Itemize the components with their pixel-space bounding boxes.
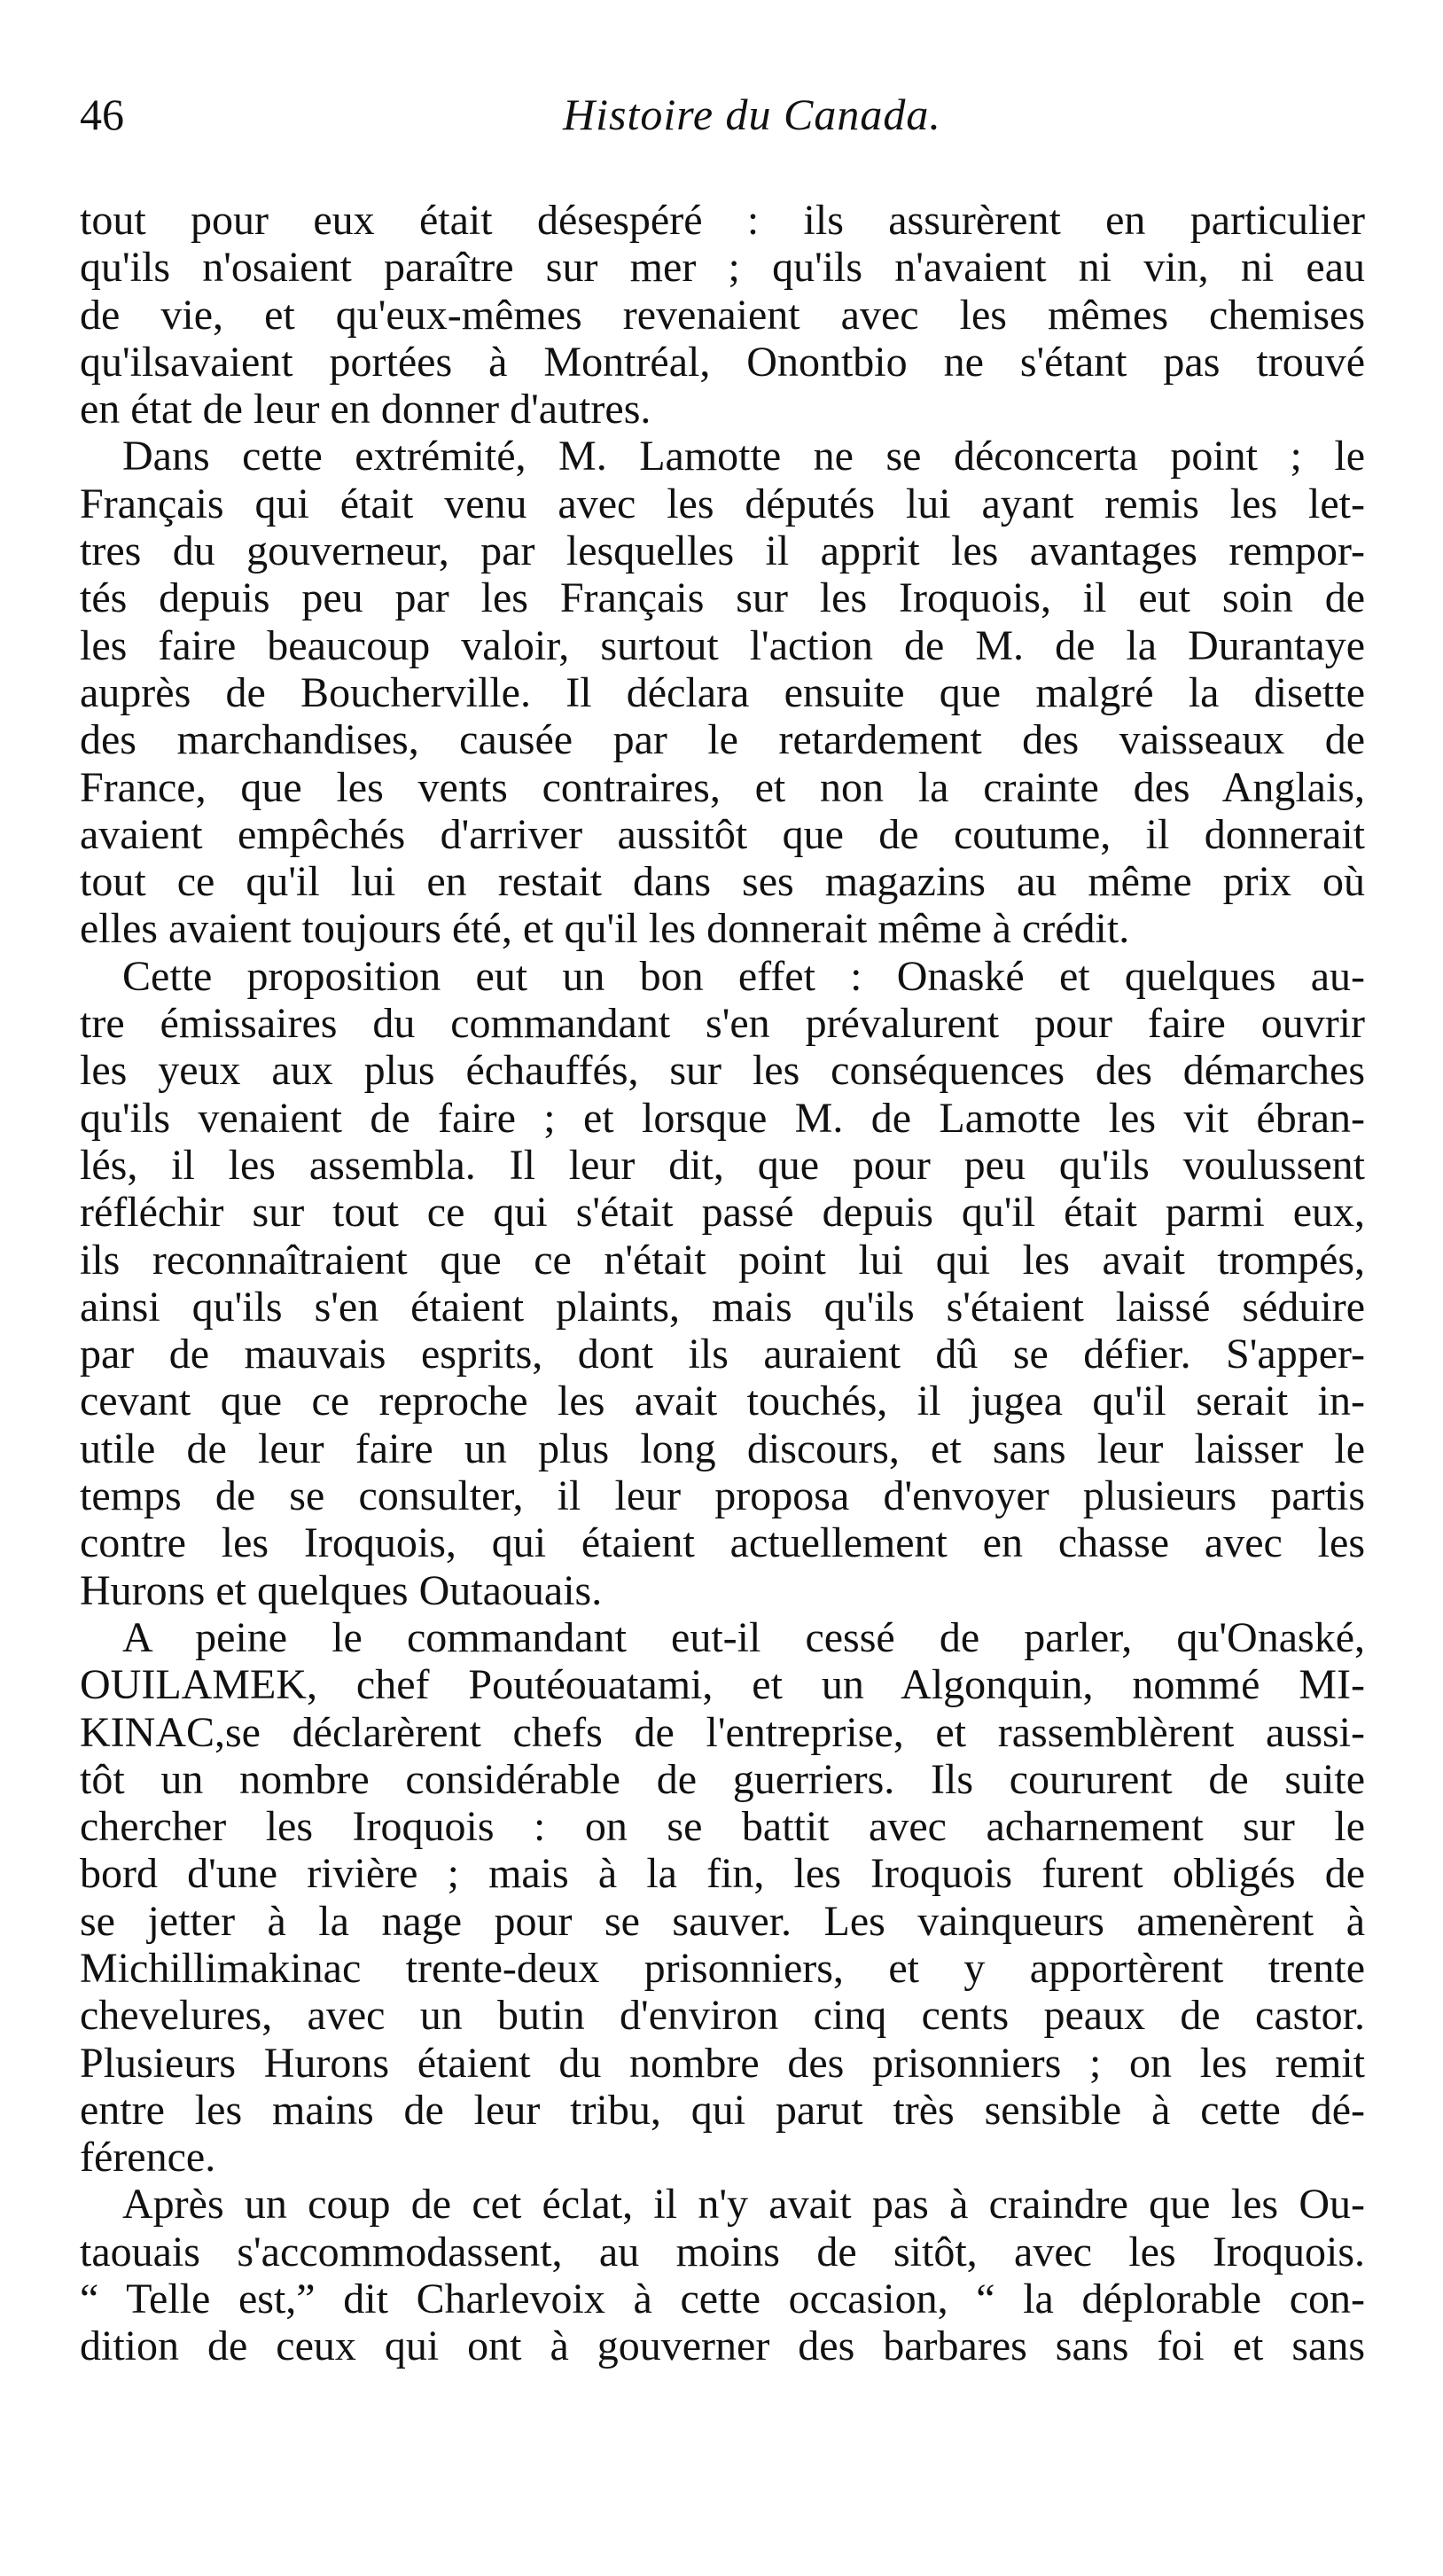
text-line: férence. [80,2134,216,2182]
text-line: Dans cette extrémité, M. Lamotte ne se déconcerta point ; le [122,433,1365,480]
text-line: taouais s'accommodassent, au moins de sitôt, avec les Iroquois. [80,2228,1365,2275]
text-line: ils reconnaîtraient que ce n'était point lui qui les avait trompés, [80,1236,1365,1284]
page-number: 46 [80,90,124,139]
text-line: les faire beaucoup valoir, surtout l'action de M. de la Durantaye [80,621,1365,669]
text-line: qu'ils venaient de faire ; et lorsque M. de Lamotte les vit ébran- [80,1094,1365,1142]
text-line: par de mauvais esprits, dont ils auraient dû se défier. S'apper- [80,1331,1365,1378]
text-line: tre émissaires du commandant s'en prévalurent pour faire ouvrir [80,1000,1365,1048]
text-line: chevelures, avec un butin d'environ cinq cents peaux de castor. [80,1992,1365,2040]
text-line: cevant que ce reproche les avait touchés, il jugea qu'il serait in- [80,1378,1365,1425]
text-line: Michillimakinac trente-deux prisonniers, et y apportèrent trente [80,1944,1365,1992]
text-line: KINAC,se déclarèrent chefs de l'entreprise, et rassemblèrent aussi- [80,1708,1365,1756]
text-line: réfléchir sur tout ce qui s'était passé depuis qu'il était parmi eux, [80,1189,1365,1237]
page-header [80,89,1365,160]
text-line: en état de leur en donner d'autres. [80,386,651,433]
text-line: tout ce qu'il lui en restait dans ses magazins au même prix où [80,858,1365,906]
text-line: qu'ilsavaient portées à Montréal, Onontbio ne s'étant pas trouvé [80,338,1365,386]
text-line: France, que les vents contraires, et non la crainte des Anglais, [80,763,1365,811]
text-line: auprès de Boucherville. Il déclara ensuite que malgré la disette [80,668,1365,716]
text-line: tés depuis peu par les Français sur les Iroquois, il eut soin de [80,574,1365,622]
text-line: tôt un nombre considérable de guerriers. Ils coururent de suite [80,1755,1365,1803]
text-line: Après un coup de cet éclat, il n'y avait pas à craindre que les Ou- [122,2181,1365,2229]
text-line: chercher les Iroquois : on se battit avec acharnement sur le [80,1803,1365,1851]
text-line: Plusieurs Hurons étaient du nombre des prisonniers ; on les remit [80,2039,1365,2087]
text-line: dition de ceux qui ont à gouverner des barbares sans foi et sans [80,2322,1365,2370]
text-line: elles avaient toujours été, et qu'il les donnerait même à crédit. [80,905,1130,953]
text-line: A peine le commandant eut-il cessé de parler, qu'Onaské, [122,1613,1365,1661]
body-text [80,197,1365,2370]
text-line: OUILAMEK, chef Poutéouatami, et un Algonquin, nommé MI- [80,1661,1365,1709]
text-line: Cette proposition eut un bon effet : Onaské et quelques au- [122,952,1365,1000]
text-line: “ Telle est,” dit Charlevoix à cette occasion, “ la déplorable con- [80,2275,1365,2323]
text-line: utile de leur faire un plus long discours, et sans leur laisser le [80,1425,1365,1472]
text-line: Français qui était venu avec les députés lui ayant remis les let- [80,480,1365,527]
text-line: lés, il les assembla. Il leur dit, que pour peu qu'ils voulussent [80,1141,1365,1189]
text-line: contre les Iroquois, qui étaient actuellement en chasse avec les [80,1519,1365,1567]
text-line: des marchandises, causée par le retardement des vaisseaux de [80,716,1365,764]
text-line: entre les mains de leur tribu, qui parut très sensible à cette dé- [80,2086,1365,2134]
text-line: avaient empêchés d'arriver aussitôt que de coutume, il donnerait [80,810,1365,858]
text-line: qu'ils n'osaient paraître sur mer ; qu'ils n'avaient ni vin, ni eau [80,244,1365,292]
text-line: les yeux aux plus échauffés, sur les conséquences des démarches [80,1047,1365,1095]
text-line: ainsi qu'ils s'en étaient plaints, mais qu'ils s'étaient laissé séduire [80,1283,1365,1331]
text-line: temps de se consulter, il leur proposa d'envoyer plusieurs partis [80,1472,1365,1520]
text-line: bord d'une rivière ; mais à la fin, les Iroquois furent obligés de [80,1850,1365,1898]
text-line: tres du gouverneur, par lesquelles il apprit les avantages rempor- [80,527,1365,575]
text-line: se jetter à la nage pour se sauver. Les vainqueurs amenèrent à [80,1897,1365,1945]
running-title: Histoire du Canada. [563,90,941,139]
text-line: de vie, et qu'eux-mêmes revenaient avec les mêmes chemises [80,291,1365,339]
text-line: tout pour eux était désespéré : ils assurèrent en particulier [80,197,1365,244]
text-line: Hurons et quelques Outaouais. [80,1566,603,1614]
